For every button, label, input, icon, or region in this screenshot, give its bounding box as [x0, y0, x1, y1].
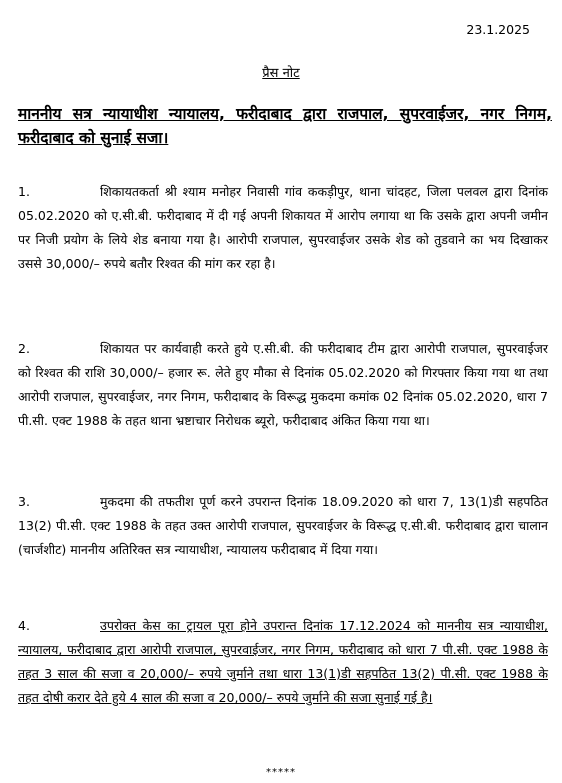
paragraph-text: शिकायतकर्ता श्री श्याम मनोहर निवासी गांव ककड़ीपुर, थाना चांदहट, जिला पलवल द्वारा दिनांक 05.02.2020 को ए.सी.बी. फरीदाबाद में दी गई अपनी शिकायत में आरोप लगाया था कि उसके द्वारा अपनी जमीन पर निजी प्रयोग के लिये शेड बनाया गया है। आरोपी राजपाल, सुपरवाईजर उसके शेड को तुडवाने का भय दिखाकर उससे 30,000/– रुपये बतौर रिश्वत की मांग कर रहा है।: [18, 184, 548, 271]
paragraph-1: [18, 180, 548, 276]
paragraph-number: 3.: [18, 494, 30, 509]
headline: माननीय सत्र न्यायाधीश न्यायालय, फरीदाबाद द्वारा राजपाल, सुपरवाईजर, नगर निगम, फरीदाबाद को सुनाई सजा।: [18, 105, 552, 148]
paragraph-4: [18, 614, 548, 710]
press-note-title-text: प्रैस नोट: [262, 66, 300, 81]
paragraph-number: 1.: [18, 184, 30, 199]
paragraph-text: शिकायत पर कार्यवाही करते हुये ए.सी.बी. की फरीदाबाद टीम द्वारा आरोपी राजपाल, सुपरवाईजर को रिश्वत की राशि 30,000/– हजार रू. लेते हुए मौका से दिनांक 05.02.2020 को गिरफ्तार किया गया था तथा आरोपी राजपाल, सुपरवाईजर, नगर निगम, फरीदाबाद के विरूद्ध मुकदमा कमांक 02 दिनांक 05.02.2020, धारा 7 पी.सी. एक्ट 1988 के तहत थाना भ्रष्टाचार निरोधक ब्यूरो, फरीदाबाद अंकित किया गया था।: [18, 341, 548, 428]
paragraph-number: 4.: [18, 618, 30, 633]
paragraph-2: [18, 337, 548, 433]
paragraph-number: 2.: [18, 341, 30, 356]
end-mark: *****: [266, 767, 296, 778]
document-date: 23.1.2025: [466, 22, 530, 37]
paragraph-3: [18, 490, 548, 562]
paragraph-text: मुकदमा की तफतीश पूर्ण करने उपरान्त दिनांक 18.09.2020 को धारा 7, 13(1)डी सहपठित 13(2) पी.सी. एक्ट 1988 के तहत उक्त आरोपी राजपाल, सुपरवाईजर के विरूद्ध ए.सी.बी. फरीदाबाद द्वारा चालान (चार्जशीट) माननीय अतिरिक्त सत्र न्यायाधीश, न्यायालय फरीदाबाद में दिया गया।: [18, 494, 548, 557]
press-note-title: [0, 63, 562, 81]
paragraph-text: उपरोक्त केस का ट्रायल पूरा होने उपरान्त दिनांक 17.12.2024 को माननीय सत्र न्यायाधीश, न्यायालय, फरीदाबाद द्वारा आरोपी राजपाल, सुपरवाईजर, नगर निगम, फरीदाबाद को धारा 7 पी.सी. एक्ट 1988 के तहत 3 साल की सजा व 20,000/– रुपये जुर्माने तथा धारा 13(1)डी सहपठित 13(2) पी.सी. एक्ट 1988 के तहत दोषी करार देते हुये 4 साल की सजा व 20,000/– रुपये जुर्माने की सजा सुनाई गई है।: [18, 618, 548, 705]
